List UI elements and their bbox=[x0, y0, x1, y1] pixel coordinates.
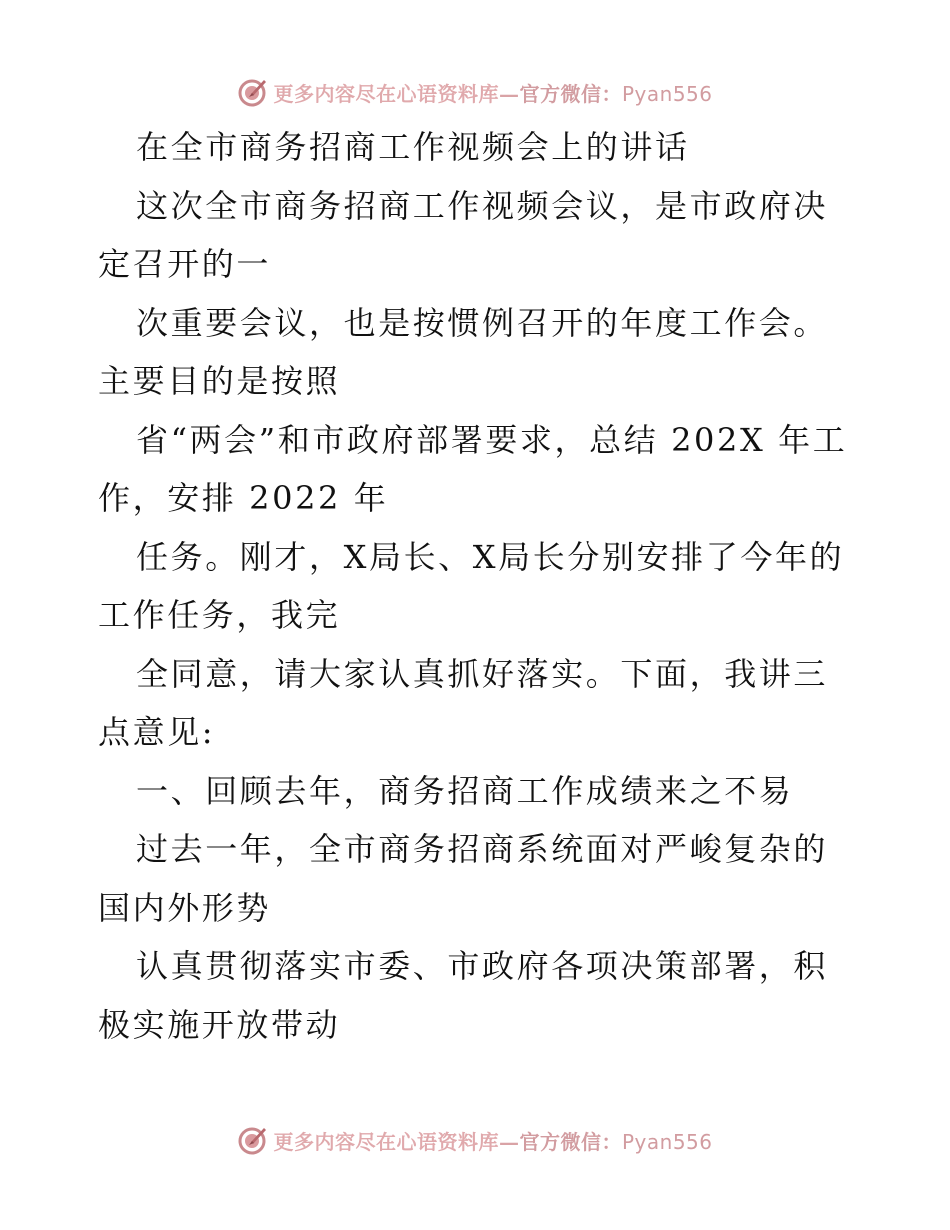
watermark-sub-text: 官方微信： bbox=[519, 1129, 622, 1154]
paragraph: 全同意，请大家认真抓好落实。下面，我讲三点意见: bbox=[98, 654, 829, 751]
paragraph: 这次全市商务招商工作视频会议，是市政府决定召开的一 bbox=[98, 186, 829, 283]
watermark-footer bbox=[0, 1120, 950, 1160]
watermark-wechat-id: Pyan556 bbox=[621, 1129, 713, 1154]
quill-logo-icon bbox=[237, 1124, 269, 1156]
watermark-wechat-id: Pyan556 bbox=[621, 81, 713, 106]
watermark-main-text: 更多内容尽在心语资料库 bbox=[273, 81, 499, 106]
section-heading: 一、回顾去年，商务招商工作成绩来之不易 bbox=[136, 771, 794, 810]
watermark-header bbox=[0, 72, 950, 112]
paragraph: 省“两会”和市政府部署要求，总结 202X 年工作，安排 2022 年 bbox=[98, 420, 848, 517]
document-body bbox=[98, 118, 858, 1054]
watermark-main-text: 更多内容尽在心语资料库 bbox=[273, 1129, 499, 1154]
paragraph: 认真贯彻落实市委、市政府各项决策部署，积极实施开放带动 bbox=[98, 947, 829, 1044]
watermark-separator: — bbox=[498, 1129, 520, 1154]
document-title: 在全市商务招商工作视频会上的讲话 bbox=[136, 128, 690, 166]
quill-logo-icon bbox=[237, 76, 269, 108]
watermark-sub-text: 官方微信： bbox=[519, 81, 622, 106]
paragraph: 过去一年，全市商务招商系统面对严峻复杂的国内外形势 bbox=[98, 830, 829, 927]
paragraph: 任务。刚才，X局长、X局长分别安排了今年的工作任务，我完 bbox=[98, 537, 845, 634]
watermark-separator: — bbox=[498, 81, 520, 106]
paragraph: 次重要会议，也是按惯例召开的年度工作会。主要目的是按照 bbox=[98, 303, 829, 400]
